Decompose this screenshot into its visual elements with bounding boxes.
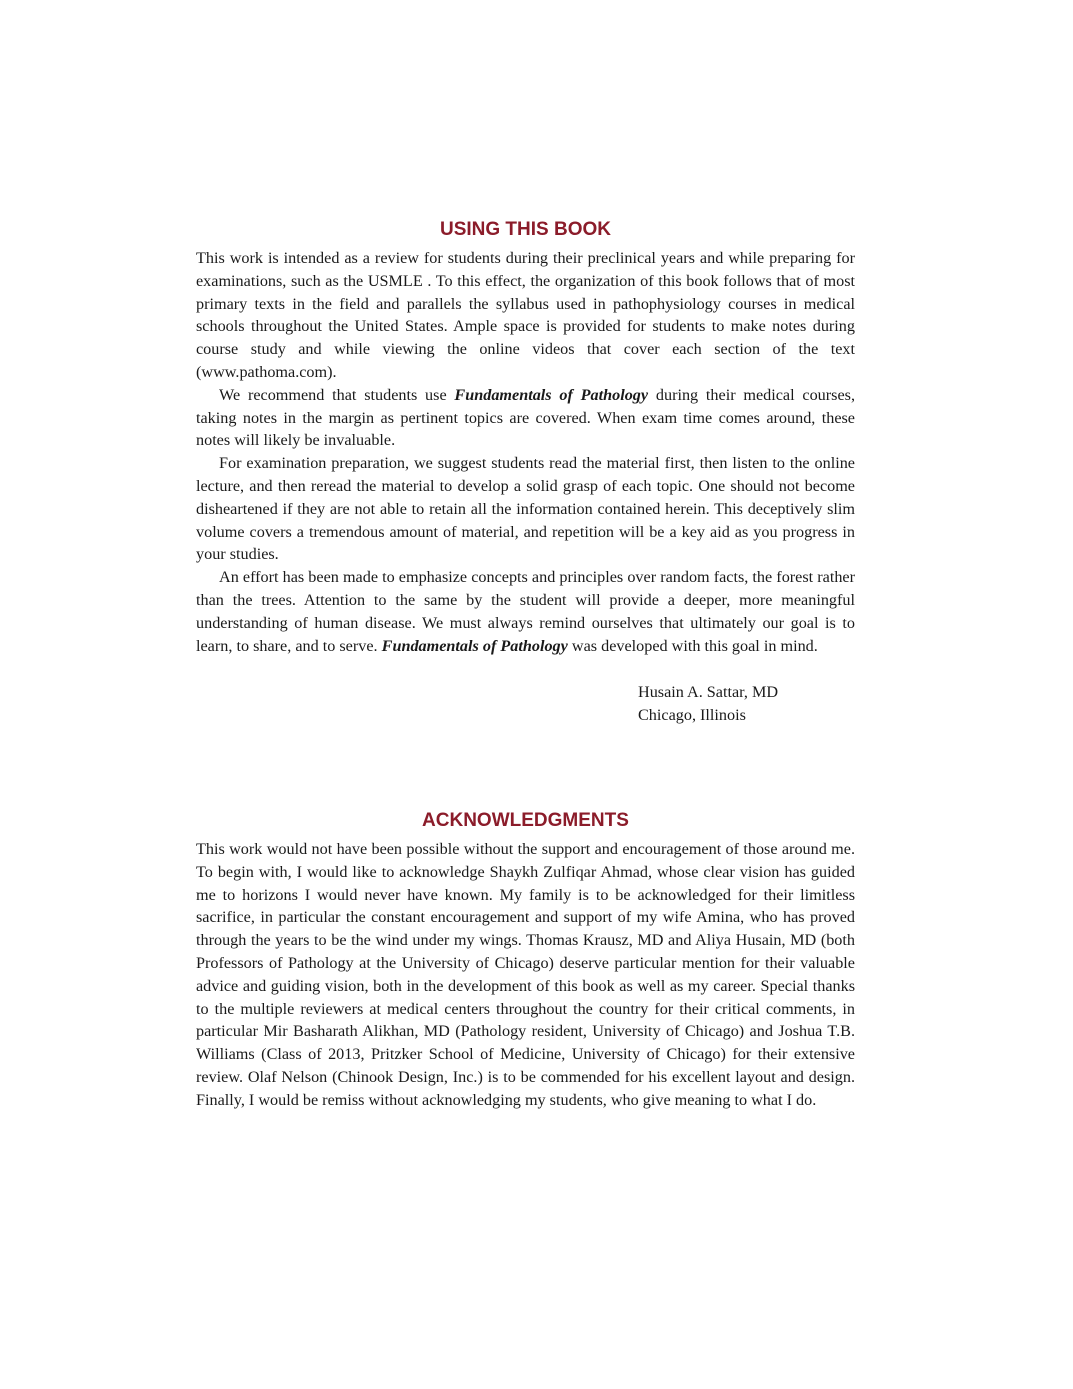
acknowledgments-section [196, 810, 855, 1112]
p4-text-a: An effort has been made to emphasize concepts and principles over random facts, the forest rather than the trees. Attention to the same by the student will provide a deeper, more meaningful understanding of human disease. We must always remind ourselves that ultimately our goal is to learn, to share, and to serve. [196, 568, 855, 655]
using-book-paragraph-4 [196, 566, 855, 657]
using-book-paragraph-1: This work is intended as a review for students during their preclinical years and while preparing for examinations, such as the USMLE . To this effect, the organization of this book follows that of most primary texts in the field and parallels the syllabus used in pathophysiology courses in medical schools throughout the United States. Ample space is provided for students to make notes during course study and while viewing the online videos that cover each section of the text (www.pathoma.com). [196, 249, 855, 381]
acknowledgments-heading: ACKNOWLEDGMENTS [422, 810, 629, 831]
acknowledgments-paragraph: This work would not have been possible without the support and encouragement of those around me. To begin with, I would like to acknowledge Shaykh Zulfiqar Ahmad, whose clear vision has guided me to horizons I would never have known. My family is to be acknowledged for their limitless sacrifice, in particular the constant encouragement and support of my wife Amina, who has proved through the years to be the wind under my wings. Thomas Krausz, MD and Aliya Husain, MD (both Professors of Pathology at the University of Chicago) deserve particular mention for their valuable advice and guiding vision, both in the development of this book as well as my career. Special thanks to the multiple reviewers at medical centers throughout the country for their critical comments, in particular Mir Basharath Alikhan, MD (Pathology resident, University of Chicago) and Joshua T.B. Williams (Class of 2013, Pritzker School of Medicine, University of Chicago) for their extensive review. Olaf Nelson (Chinook Design, Inc.) is to be commended for his excellent layout and design. Finally, I would be remiss without acknowledging my students, who give meaning to what I do. [196, 840, 855, 1109]
book-title-emphasis: Fundamentals of Pathology [454, 385, 649, 404]
using-this-book-heading: USING THIS BOOK [439, 219, 611, 240]
p2-text-a: We recommend that students use [219, 385, 455, 404]
using-book-paragraph-3: For examination preparation, we suggest students read the material first, then listen to the online lecture, and then reread the material to develop a solid grasp of each topic. One should not become disheartened if they are not able to retain all the information contained herein. This deceptively slim volume covers a tremendous amount of material, and repetition will be a key aid as you progress in your studies. [196, 454, 855, 564]
p4-text-b: was developed with this goal in mind. [567, 636, 818, 655]
author-signature [638, 681, 778, 727]
author-location: Chicago, Illinois [638, 706, 746, 724]
p2-text-b: during their medical courses, taking notes in the margin as pertinent topics are covered. When exam time comes around, these notes will likely be invaluable. [196, 385, 855, 450]
using-this-book-section [196, 219, 855, 657]
author-name: Husain A. Sattar, MD [638, 683, 779, 701]
book-title-emphasis: Fundamentals of Pathology [381, 636, 568, 655]
using-book-paragraph-2 [196, 384, 855, 452]
